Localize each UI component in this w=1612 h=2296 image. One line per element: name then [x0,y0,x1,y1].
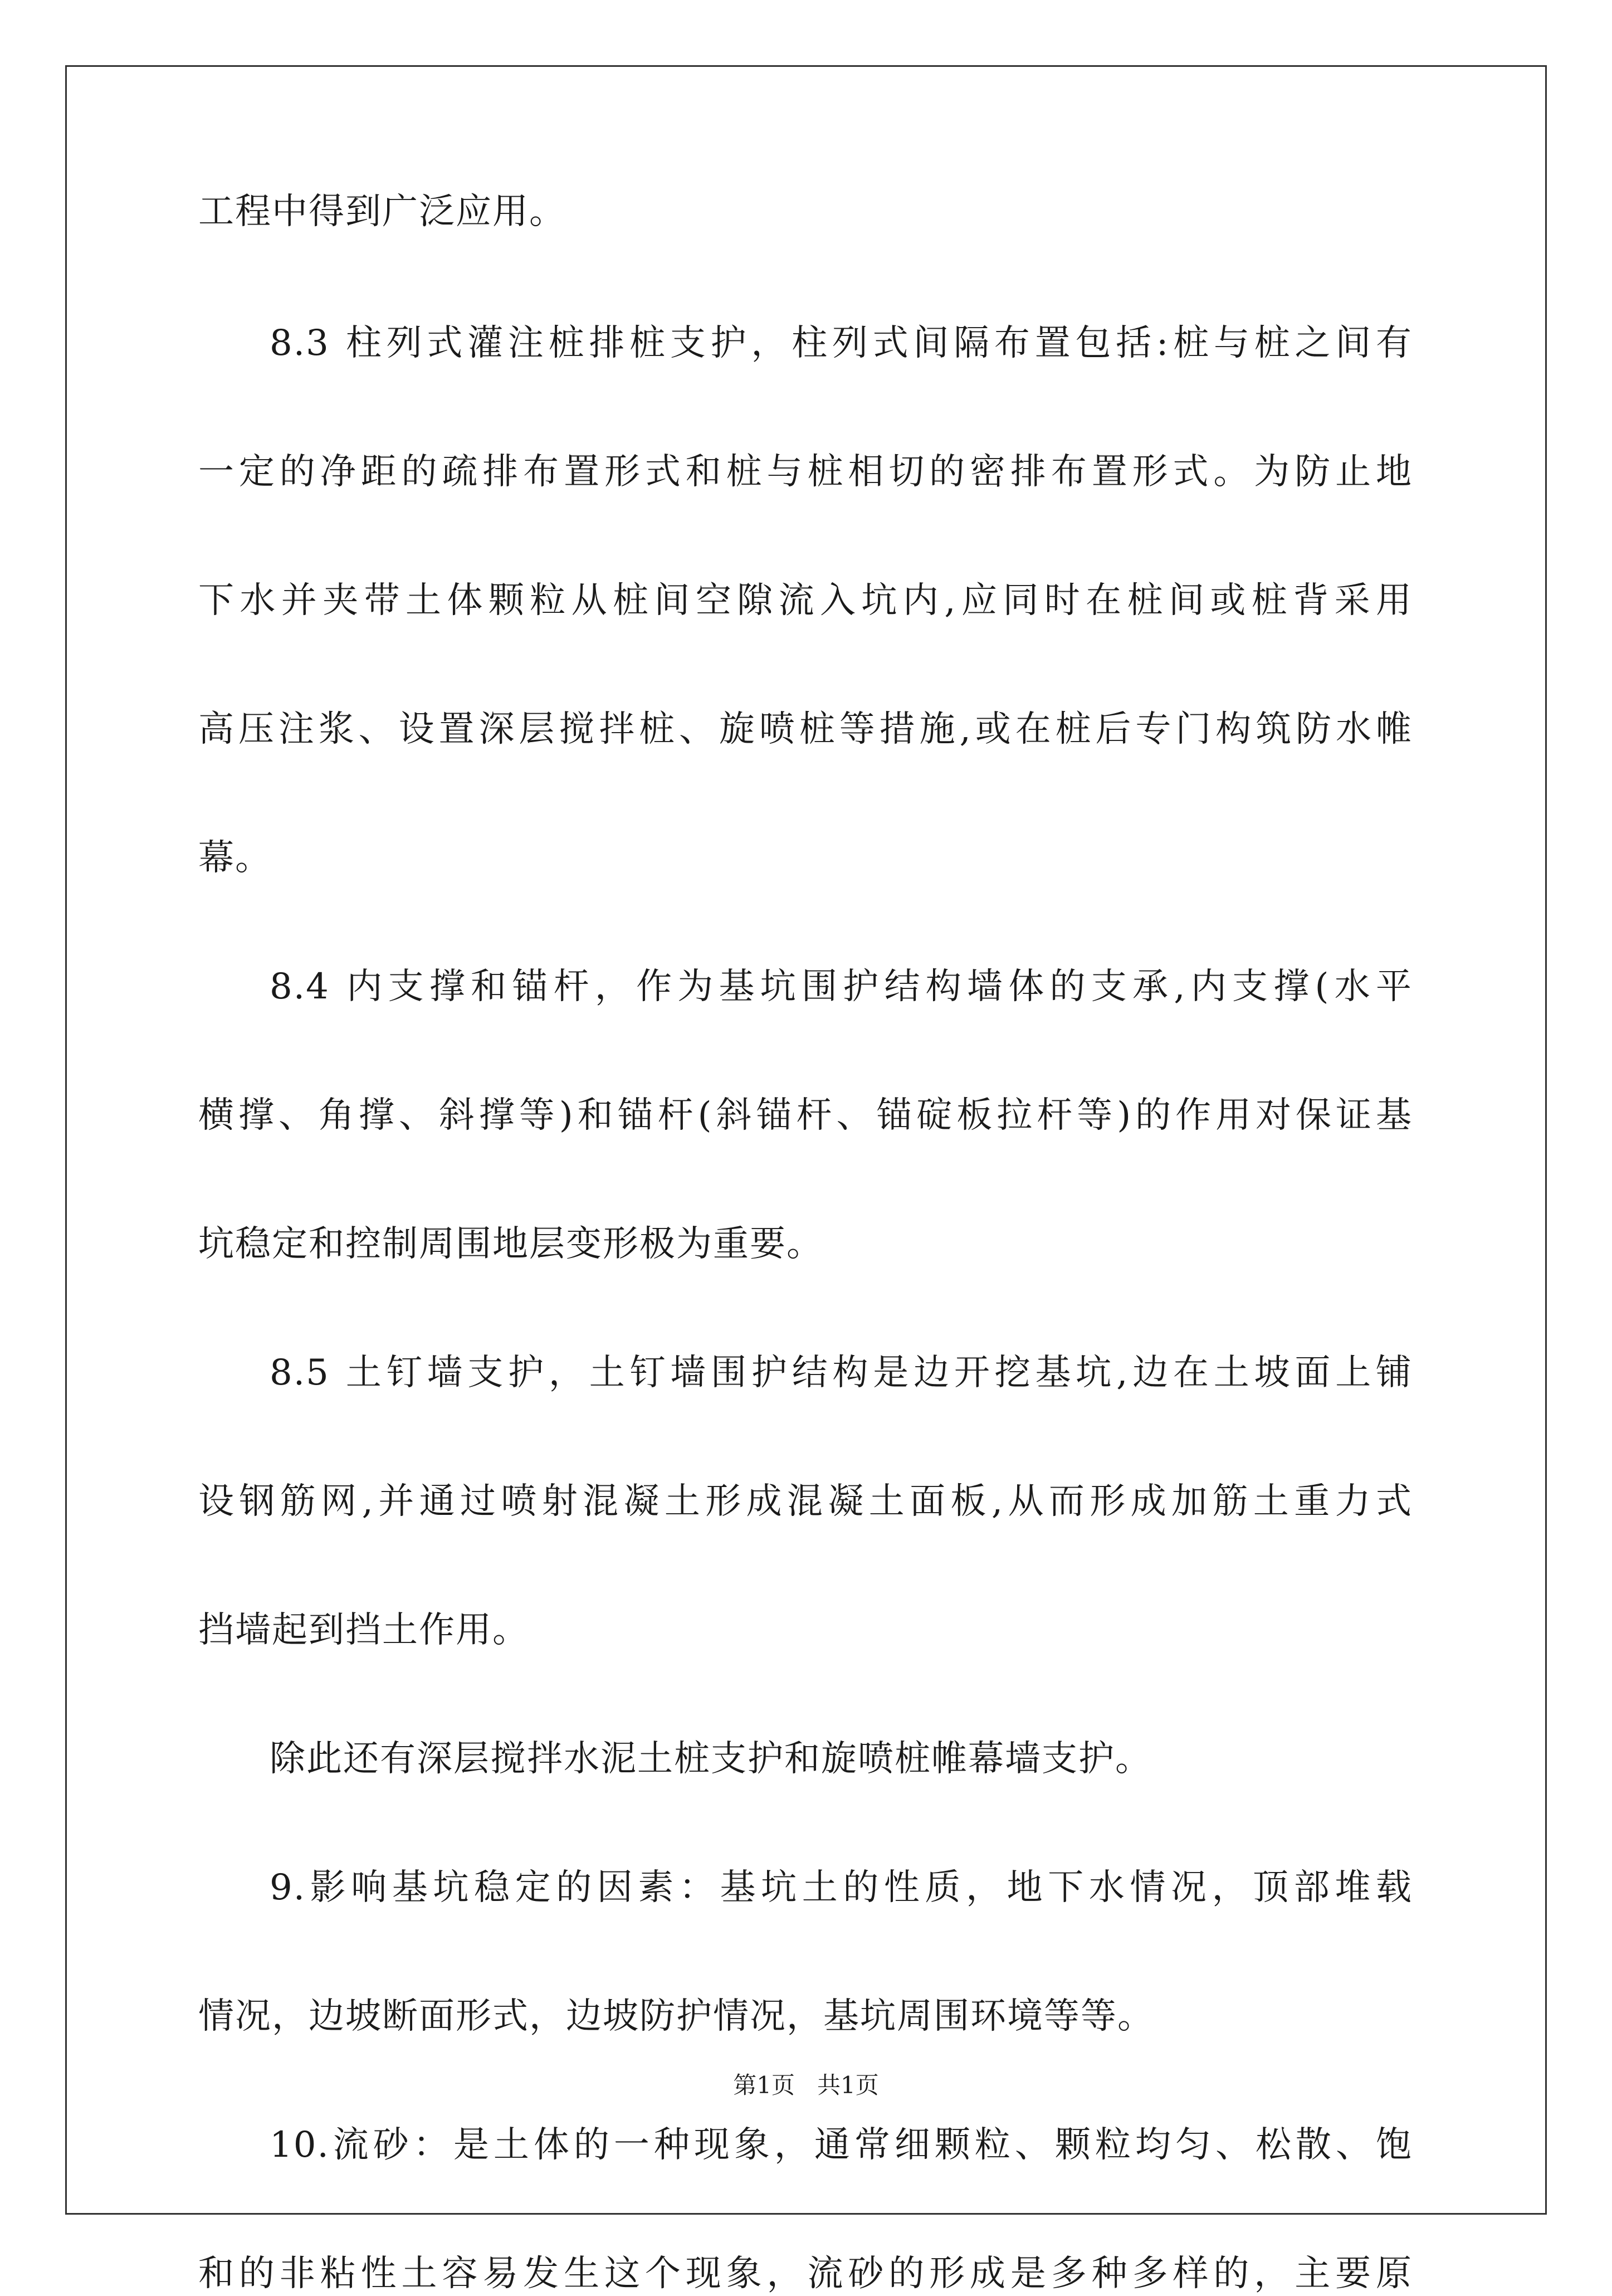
text-line-4: 下水并夹带土体颗粒从桩间空隙流入坑内,应同时在桩间或桩背采用 [198,580,1413,621]
text-line-13: 除此还有深层搅拌水泥土桩支护和旋喷桩帷幕墙支护。 [270,1738,1152,1780]
page-footer: 第1页 共1页 [733,2071,879,2099]
text-line-11: 设钢筋网,并通过喷射混凝土形成混凝土面板,从而形成加筋土重力式 [198,1481,1413,1522]
text-line-2: 8.3 柱列式灌注桩排桩支护，柱列式间隔布置包括:桩与桩之间有 [270,323,1413,364]
text-line-10: 8.5 土钉墙支护，土钉墙围护结构是边开挖基坑,边在土坡面上铺 [270,1352,1413,1393]
text-line-7: 8.4 内支撑和锚杆，作为基坑围护结构墙体的支承,内支撑(水平 [270,966,1413,1007]
text-line-6: 幕。 [198,837,272,879]
text-line-17: 和的非粘性土容易发生这个现象，流砂的形成是多种多样的，主要原 [198,2253,1413,2294]
text-line-16: 10.流砂：是土体的一种现象，通常细颗粒、颗粒均匀、松散、饱 [270,2124,1413,2166]
text-line-14: 9.影响基坑稳定的因素：基坑土的性质，地下水情况，顶部堆载 [270,1867,1413,1908]
text-line-3: 一定的净距的疏排布置形式和桩与桩相切的密排布置形式。为防止地 [198,451,1413,493]
text-line-1: 工程中得到广泛应用。 [198,191,566,232]
text-line-12: 挡墙起到挡土作用。 [198,1610,529,1651]
text-line-15: 情况，边坡断面形式，边坡防护情况，基坑周围环境等等。 [198,1996,1154,2037]
text-line-5: 高压注浆、设置深层搅拌桩、旋喷桩等措施,或在桩后专门构筑防水帷 [198,709,1413,750]
text-line-8: 横撑、角撑、斜撑等)和锚杆(斜锚杆、锚碇板拉杆等)的作用对保证基 [198,1095,1413,1136]
text-line-9: 坑稳定和控制周围地层变形极为重要。 [198,1223,823,1265]
